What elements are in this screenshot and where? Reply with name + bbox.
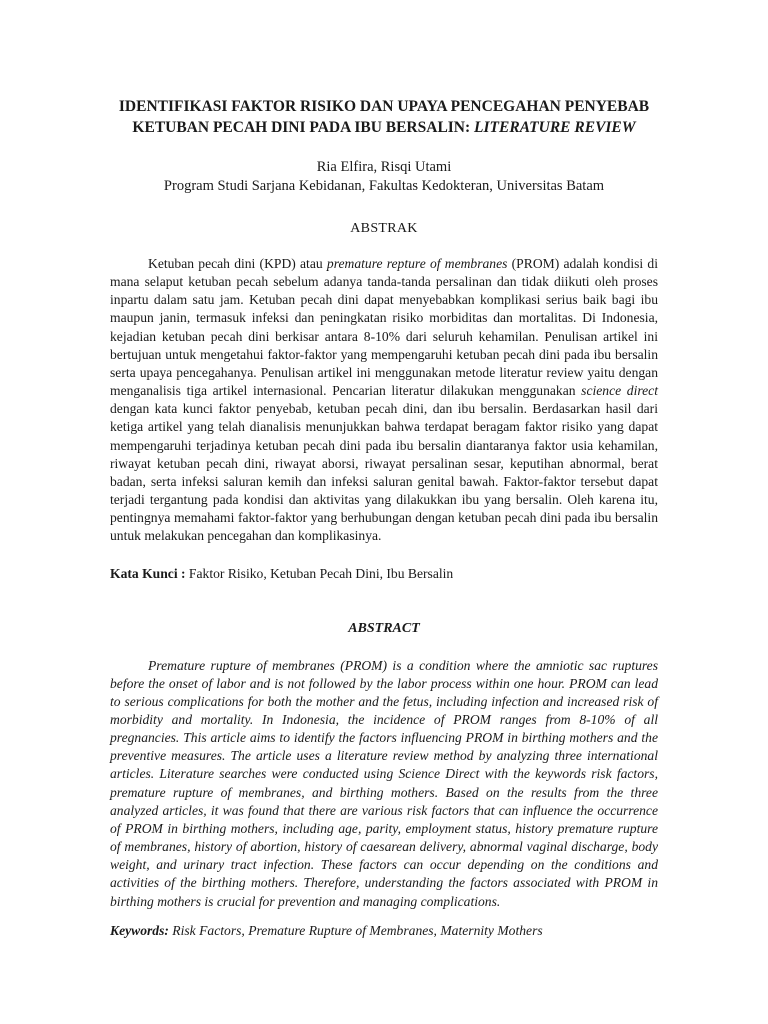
title-line-1: IDENTIFIKASI FAKTOR RISIKO DAN UPAYA PENCEGAHAN PENYEBAB <box>118 98 650 115</box>
title-line-2-italic: LITERATURE REVIEW <box>474 119 636 136</box>
abstrak-text-3: dengan kata kunci faktor penyebab, ketuban pecah dini, dan ibu bersalin. Berdasarkan hasil dari ketiga artikel yang telah dianalisis menunjukkan bahwa terdapat beragam faktor risiko yang dapat mempengaruhi terjadinya ketuban pecah dini pada ibu bersalin diantaranya faktor usia kehamilan, riwayat ketuban pecah dini, riwayat aborsi, riwayat persalinan sesar, keputihan abnormal, berat badan, serta infeksi saluran kemih dan infeksi saluran genital bawah. Faktor-faktor tersebut dapat terjadi tergantung pada kondisi dan aktivitas yang dilakukkan ibu yang bersalin. Oleh karena itu, pentingnya memahami faktor-faktor yang berhubungan dengan ketuban pecah dini pada ibu bersalin untuk melakukan pencegahan dan komplikasinya. <box>110 401 658 544</box>
abstrak-paragraph <box>110 255 658 546</box>
paper-page <box>110 96 658 940</box>
abstract-paragraph: Premature rupture of membranes (PROM) is a condition where the amniotic sac ruptures before the onset of labor and is not followed by the labor process within one hour. PROM can lead to serious complications for both the mother and the fetus, including infection and increased risk of morbidity and mortality. In Indonesia, the incidence of PROM ranges from 8-10% of all pregnancies. This article aims to identify the factors influencing PROM in birthing mothers and the preventive measures. The article uses a literature review method by analyzing three international articles. Literature searches were conducted using Science Direct with the keywords risk factors, premature rupture of membranes, and birthing mothers. Based on the results from the three analyzed articles, it was found that there are various risk factors that can influence the occurrence of PROM in birthing mothers, including age, parity, employment status, history premature rupture of membranes, history of abortion, history of caesarean delivery, abnormal vaginal discharge, body weight, and urinary tract infection. These factors can occur depending on the conditions and activities of the birthing mothers. Therefore, understanding the factors associated with PROM in birthing mothers is crucial for prevention and managing complications. <box>110 657 658 909</box>
keywords <box>110 922 658 940</box>
abstrak-text-1: Ketuban pecah dini (KPD) atau <box>148 256 327 271</box>
keywords-label: Keywords: <box>110 922 169 938</box>
author-names: Ria Elfira, Risqi Utami <box>316 159 452 175</box>
kata-kunci <box>110 565 658 583</box>
title-line-2-text: KETUBAN PECAH DINI PADA IBU BERSALIN: <box>132 119 475 136</box>
author-affiliation: Program Studi Sarjana Kebidanan, Fakultas Kedokteran, Universitas Batam <box>163 178 605 194</box>
author-block <box>110 158 658 196</box>
kata-kunci-label: Kata Kunci : <box>110 565 186 581</box>
kata-kunci-value: Faktor Risiko, Ketuban Pecah Dini, Ibu Bersalin <box>185 565 454 581</box>
abstrak-italic-1: premature repture of membranes <box>326 256 508 271</box>
abstrak-heading: ABSTRAK <box>350 221 418 236</box>
abstrak-text-2: (PROM) adalah kondisi di mana selaput ketuban pecah sebelum adanya tanda-tanda persalinan dan tidak diikuti oleh proses inpartu dalam satu jam. Ketuban pecah dini dapat menyebabkan komplikasi serius baik bagi ibu maupun janin, termasuk infeksi dan peningkatan risiko morbiditas dan mortalitas. Di Indonesia, kejadian ketuban pecah dini berkisar antara 8-10% dari seluruh kehamilan. Penulisan artikel ini bertujuan untuk mengetahui faktor-faktor yang mempengaruhi ketuban pecah dini pada ibu bersalin serta upaya pencegahanya. Penulisan artikel ini menggunakan metode literatur review yaitu dengan menganalisis tiga artikel internasional. Pencarian literatur dilakukan menggunakan <box>110 256 658 399</box>
keywords-value: Risk Factors, Premature Rupture of Membranes, Maternity Mothers <box>168 922 543 938</box>
abstract-heading: ABSTRACT <box>348 620 420 636</box>
title-line-2 <box>110 117 658 138</box>
abstrak-italic-2: science direct <box>581 383 658 399</box>
paper-title <box>110 96 658 138</box>
